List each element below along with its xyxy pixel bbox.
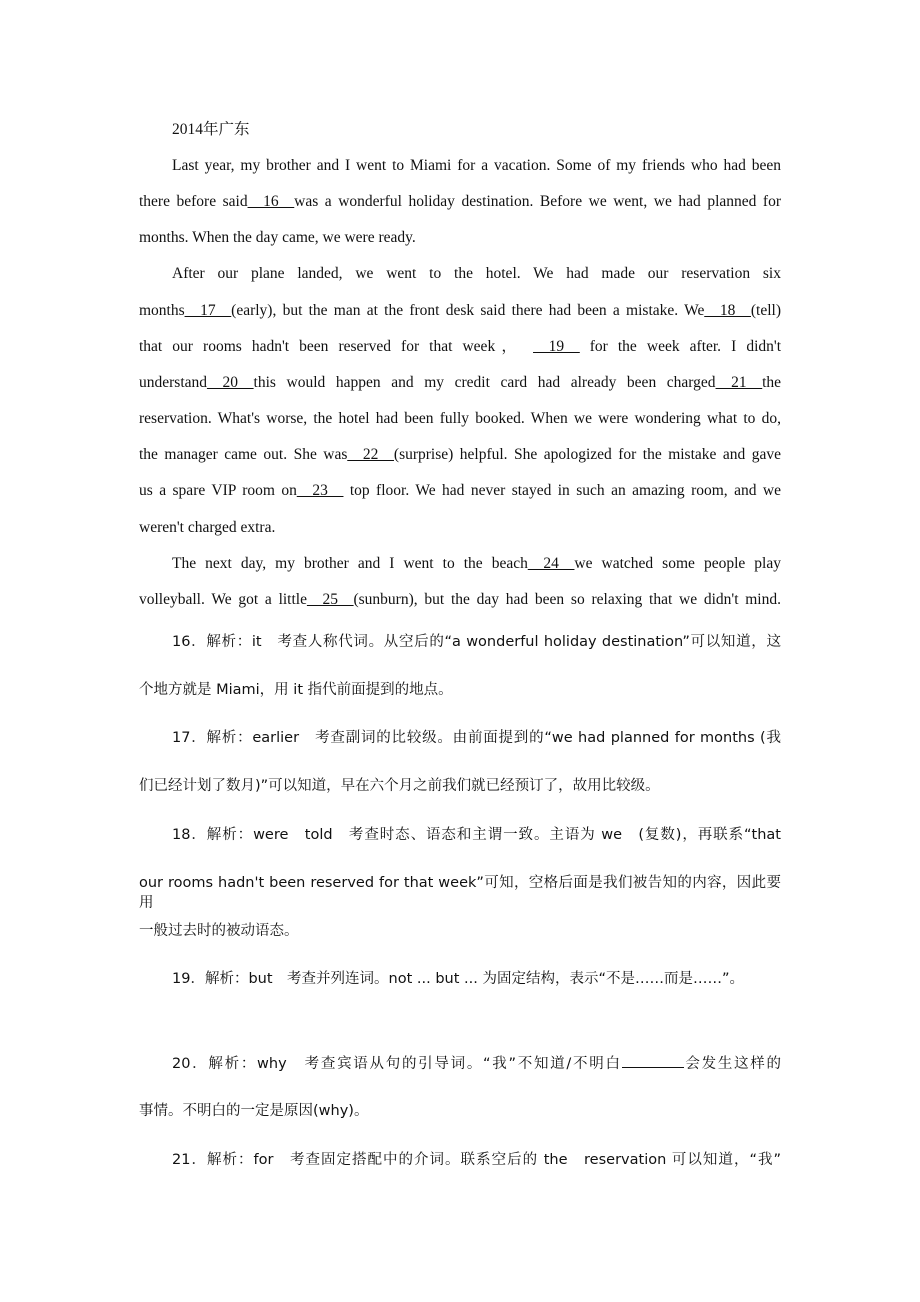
passage-line: there before said__16__was a wonderful holiday destination. Before we went, we had planned for bbox=[139, 193, 782, 210]
analysis-18-line: 一般过去时的被动语态。 bbox=[139, 923, 299, 939]
answer-blank-line bbox=[622, 1053, 684, 1068]
analysis-17-line: 们已经计划了数月)”可以知道，早在六个月之前我们就已经预订了，故用比较级。 bbox=[139, 778, 660, 794]
analysis-20-line: 事情。不明白的一定是原因(why)。 bbox=[139, 1103, 369, 1119]
analysis-19-line: 19．解析：but 考查并列连词。not ... but ... 为固定结构，表示“不是……而是……”。 bbox=[172, 971, 744, 987]
passage-line: volleyball. We got a little__25__(sunburn), but the day had been so relaxing that we didn't mind. bbox=[139, 591, 781, 608]
analysis-16-line: 个地方就是 Miami，用 it 指代前面提到的地点。 bbox=[139, 682, 453, 698]
passage-line: Last year, my brother and I went to Miami for a vacation. Some of my friends who had been bbox=[172, 157, 781, 174]
blank-19: __19__ bbox=[533, 338, 580, 355]
blank-17: __17__ bbox=[184, 302, 232, 319]
passage-line: months__17__(early), but the man at the front desk said there had been a mistake. We__18__(tell) bbox=[139, 302, 781, 319]
passage-line: After our plane landed, we went to the hotel. We had made our reservation six bbox=[172, 265, 781, 282]
blank-18: __18__ bbox=[704, 302, 751, 319]
analysis-17-line: 17．解析：earlier 考查副词的比较级。由前面提到的“we had planned for months (我 bbox=[172, 730, 781, 746]
passage-line: that our rooms hadn't been reserved for that week， __19__ for the week after. I didn't bbox=[139, 338, 782, 355]
passage-line: weren't charged extra. bbox=[139, 519, 276, 536]
analysis-18-line: 18．解析：were told 考查时态、语态和主谓一致。主语为 we (复数)，再联系“that bbox=[172, 827, 781, 843]
passage-line: months. When the day came, we were ready. bbox=[139, 229, 416, 246]
passage-line: The next day, my brother and I went to the beach__24__we watched some people play bbox=[172, 555, 781, 572]
analysis-18-line: our rooms hadn't been reserved for that week”可知，空格后面是我们被告知的内容，因此要用 bbox=[139, 875, 781, 911]
passage-line: us a spare VIP room on__23__ top floor. We had never stayed in such an amazing room, and we bbox=[139, 482, 781, 499]
analysis-20-line: 20．解析：why 考查宾语从句的引导词。“我”不知道/不明白 会发生这样的 bbox=[172, 1053, 781, 1074]
blank-20: __20__ bbox=[207, 374, 254, 391]
blank-24: __24__ bbox=[527, 555, 575, 572]
passage-line: the manager came out. She was__22__(surprise) helpful. She apologized for the mistake and gave bbox=[139, 446, 781, 463]
analysis-21-line: 21．解析：for 考查固定搭配中的介词。联系空后的 the reservation 可以知道，“我” bbox=[172, 1152, 781, 1168]
analysis-16-line: 16．解析：it 考查人称代词。从空后的“a wonderful holiday destination”可以知道，这 bbox=[172, 634, 781, 650]
blank-22: __22__ bbox=[347, 446, 394, 463]
passage-line: understand__20__this would happen and my credit card had already been charged__21__the bbox=[139, 374, 781, 391]
blank-25: __25__ bbox=[306, 591, 354, 608]
blank-23: __23__ bbox=[296, 482, 344, 499]
section-title: 2014年广东 bbox=[172, 121, 250, 138]
blank-16: __16__ bbox=[247, 193, 295, 210]
blank-21: __21__ bbox=[715, 374, 763, 391]
passage-line: reservation. What's worse, the hotel had been fully booked. When we were wondering what to do, bbox=[139, 410, 781, 427]
